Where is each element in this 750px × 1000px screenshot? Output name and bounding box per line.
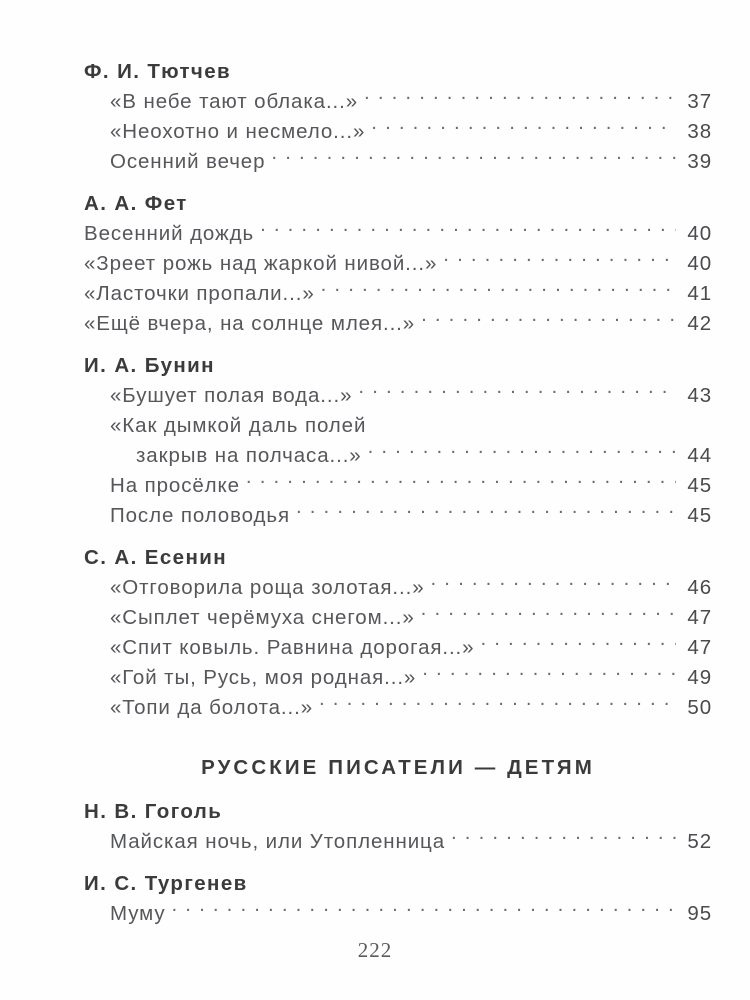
dot-leader [451, 828, 676, 849]
toc-entry-title: «Спит ковыль. Равнина дорогая...» [110, 636, 475, 659]
toc-sections-upper [84, 57, 712, 723]
dot-leader [431, 574, 676, 595]
toc-section-heading: И. А. Бунин [84, 354, 215, 377]
toc-entry-title: «Бушует полая вода...» [110, 384, 353, 407]
dot-leader [296, 502, 676, 523]
toc-entry-page-number: 42 [687, 312, 712, 335]
toc-entry[interactable] [84, 147, 712, 177]
toc-entry-title: «Гой ты, Русь, моя родная...» [110, 666, 417, 689]
page-folio: 222 [357, 938, 393, 962]
dot-leader [443, 250, 676, 271]
toc-entry[interactable] [84, 633, 712, 663]
toc-sections-part [84, 797, 712, 929]
part-title: РУССКИЕ ПИСАТЕЛИ — ДЕТЯМ [201, 756, 595, 779]
toc-section-heading: С. А. Есенин [84, 546, 228, 569]
toc-entry[interactable] [84, 249, 712, 279]
toc-section [84, 797, 712, 857]
dot-leader [480, 634, 676, 655]
toc-entry-page-number: 47 [687, 606, 712, 629]
dot-leader [371, 118, 676, 139]
toc-section [84, 57, 712, 177]
toc-entry-page-number: 40 [687, 222, 712, 245]
toc-entry-list [84, 87, 712, 177]
dot-leader [364, 88, 676, 109]
toc-entry-page-number: 52 [687, 830, 712, 853]
toc-entry-title-continued [110, 441, 712, 471]
toc-entry[interactable] [84, 117, 712, 147]
dot-leader [260, 220, 676, 241]
toc-entry[interactable] [84, 693, 712, 723]
toc-entry-page-number: 44 [687, 444, 712, 467]
toc-entry-title-line2: закрыв на полчаса...» [136, 444, 362, 467]
toc-entry[interactable] [84, 411, 712, 471]
toc-entry-title: «Отговорила роща золотая...» [110, 576, 425, 599]
dot-leader [358, 382, 676, 403]
toc-entry-title: На просёлке [110, 474, 240, 497]
toc-entry-page-number: 95 [687, 902, 712, 925]
toc-entry[interactable] [84, 663, 712, 693]
toc-section-heading: Ф. И. Тютчев [84, 60, 232, 83]
toc-entry[interactable] [84, 87, 712, 117]
toc-entry-title: Весенний дождь [84, 222, 255, 245]
toc-entry-title: «Зреет рожь над жаркой нивой...» [84, 252, 438, 275]
toc-entry-list [84, 219, 712, 339]
toc-entry-title: «Как дымкой даль полей [110, 414, 367, 437]
toc-entry-page-number: 43 [687, 384, 712, 407]
toc-entry[interactable] [84, 603, 712, 633]
toc-entry[interactable] [84, 309, 712, 339]
toc-entry[interactable] [84, 219, 712, 249]
dot-leader [319, 694, 676, 715]
toc-entry-page-number: 45 [687, 504, 712, 527]
toc-entry-title: «В небе тают облака...» [110, 90, 359, 113]
toc-entry[interactable] [84, 381, 712, 411]
toc-section [84, 351, 712, 531]
toc-entry-list [84, 381, 712, 531]
dot-leader [246, 472, 676, 493]
dot-leader [172, 900, 676, 921]
dot-leader [271, 148, 676, 169]
toc-entry-page-number: 50 [687, 696, 712, 719]
toc-entry-title: «Ласточки пропали...» [84, 282, 315, 305]
toc-entry-page-number: 40 [687, 252, 712, 275]
toc-entry[interactable] [84, 573, 712, 603]
toc-entry-page-number: 47 [687, 636, 712, 659]
dot-leader [421, 310, 676, 331]
toc-entry[interactable] [84, 279, 712, 309]
toc-entry-title: «Топи да болота...» [110, 696, 314, 719]
toc-entry-page-number: 41 [687, 282, 712, 305]
toc-entry-title: «Сыплет черёмуха снегом...» [110, 606, 415, 629]
toc-entry-title: «Неохотно и несмело...» [110, 120, 366, 143]
toc-section [84, 869, 712, 929]
toc-entry-title: После половодья [110, 504, 290, 527]
toc-section [84, 189, 712, 339]
toc-entry-title: «Ещё вчера, на солнце млея...» [84, 312, 416, 335]
toc-entry-page-number: 37 [687, 90, 712, 113]
toc-entry-title: Осенний вечер [110, 150, 266, 173]
toc-entry-page-number: 45 [687, 474, 712, 497]
toc-section-heading: И. С. Тургенев [84, 872, 248, 895]
toc-entry-title: Муму [110, 902, 166, 925]
toc-entry-list [84, 827, 712, 857]
toc-entry-page-number: 46 [687, 576, 712, 599]
dot-leader [321, 280, 676, 301]
toc-entry-title: Майская ночь, или Утопленница [110, 830, 445, 853]
toc-body [84, 57, 712, 929]
toc-section [84, 543, 712, 723]
toc-entry[interactable] [84, 827, 712, 857]
toc-entry-page-number: 38 [687, 120, 712, 143]
toc-section-heading: Н. В. Гоголь [84, 800, 223, 823]
dot-leader [368, 442, 676, 463]
toc-entry[interactable] [84, 501, 712, 531]
toc-entry-page-number: 39 [687, 150, 712, 173]
toc-entry-page-number: 49 [687, 666, 712, 689]
dot-leader [422, 664, 676, 685]
toc-entry[interactable] [84, 471, 712, 501]
toc-entry[interactable] [84, 899, 712, 929]
dot-leader [421, 604, 676, 625]
toc-section-heading: А. А. Фет [84, 192, 188, 215]
toc-entry-list [84, 899, 712, 929]
toc-entry-list [84, 573, 712, 723]
